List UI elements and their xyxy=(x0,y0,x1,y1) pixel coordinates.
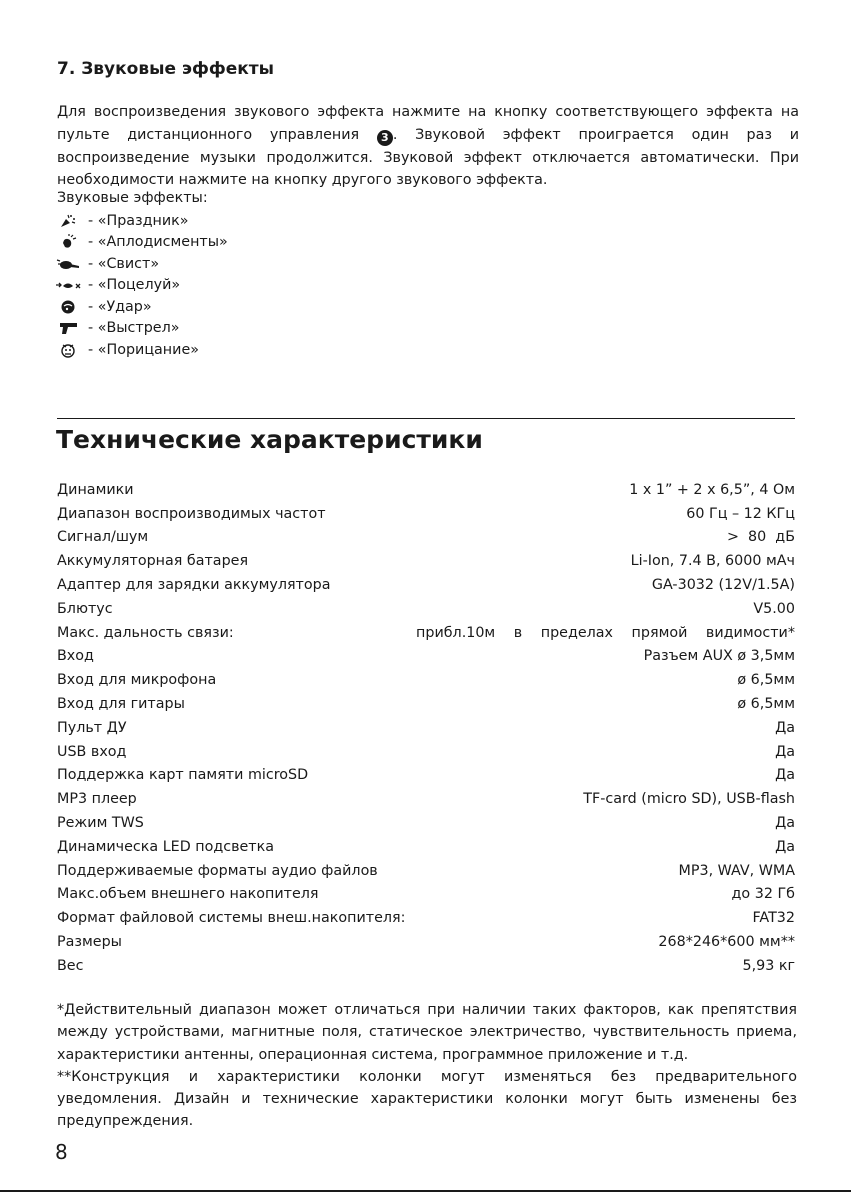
spec-row xyxy=(57,573,795,597)
spec-value: > 80 дБ xyxy=(726,529,795,546)
kiss-icon xyxy=(52,275,84,295)
intro-text-before: Для воспроизведения звукового эффекта нажмите на кнопку соответствующего эффекта на пульте дистанционного управления xyxy=(57,104,799,143)
spec-row xyxy=(57,597,795,621)
spec-label: Вход для микрофона xyxy=(57,672,217,689)
spec-value: Да xyxy=(775,838,795,855)
page-number: 8 xyxy=(55,1140,68,1164)
punch-icon xyxy=(52,297,84,317)
spec-value: V5.00 xyxy=(753,600,795,617)
spec-row xyxy=(57,859,795,883)
effect-item xyxy=(52,210,228,232)
spec-label: Сигнал/шум xyxy=(57,529,149,546)
effect-label: - «Порицание» xyxy=(88,341,199,358)
spec-row xyxy=(57,692,795,716)
spec-label: Вес xyxy=(57,957,84,974)
spec-label: Вход для гитары xyxy=(57,696,185,713)
effect-item xyxy=(52,296,228,318)
spec-label: Пульт ДУ xyxy=(57,719,127,736)
effect-label: - «Удар» xyxy=(88,298,152,315)
effect-label: - «Аплодисменты» xyxy=(88,234,228,251)
spec-row xyxy=(57,502,795,526)
spec-row xyxy=(57,645,795,669)
spec-value: прибл.10м в пределах прямой видимости* xyxy=(416,624,795,641)
section-title: 7. Звуковые эффекты xyxy=(57,59,275,79)
spec-label: Режим TWS xyxy=(57,815,144,832)
whistle-icon xyxy=(52,254,84,274)
spec-label: Формат файловой системы внеш.накопителя: xyxy=(57,910,406,927)
spec-value: 60 Гц – 12 КГц xyxy=(686,505,795,522)
spec-row xyxy=(57,883,795,907)
footnotes xyxy=(57,999,797,1133)
spec-label: Вход xyxy=(57,648,94,665)
spec-row xyxy=(57,740,795,764)
spec-label: Поддерживаемые форматы аудио файлов xyxy=(57,862,378,879)
effect-item xyxy=(52,275,228,297)
spec-row xyxy=(57,716,795,740)
specs-title: Технические характеристики xyxy=(56,425,483,454)
spec-row xyxy=(57,526,795,550)
spec-value: ø 6,5мм xyxy=(737,672,795,689)
effect-label: - «Свист» xyxy=(88,255,160,272)
spec-label: Размеры xyxy=(57,934,122,951)
spec-row xyxy=(57,930,795,954)
spec-row xyxy=(57,621,795,645)
spec-value: Да xyxy=(775,815,795,832)
spec-row xyxy=(57,764,795,788)
spec-row xyxy=(57,954,795,978)
spec-value: до 32 Гб xyxy=(731,886,795,903)
footnote-range: *Действительный диапазон может отличаться при наличии таких факторов, как препятствия между устройствами, магнитные поля, статическое электричество, чувствительность приема, характеристики антенны, операционная система, программное приложение и т.д. xyxy=(57,1002,797,1063)
section-divider xyxy=(57,418,795,419)
disapproval-face-icon xyxy=(52,340,84,360)
spec-row xyxy=(57,835,795,859)
footnote-design: **Конструкция и характеристики колонки могут изменяться без предварительного уведомления. Дизайн и технические характеристики колонки могут быть изменены без предупреждения. xyxy=(57,1068,797,1130)
spec-label: Блютус xyxy=(57,600,113,617)
spec-label: Аккумуляторная батарея xyxy=(57,553,249,570)
spec-value: Да xyxy=(775,743,795,760)
effect-label: - «Выстрел» xyxy=(88,320,180,337)
effect-item xyxy=(52,232,228,254)
spec-label: Динамики xyxy=(57,481,134,498)
spec-label: USB вход xyxy=(57,743,127,760)
spec-label: Адаптер для зарядки аккумулятора xyxy=(57,577,331,594)
intro-paragraph xyxy=(57,101,799,192)
spec-value: Li-Ion, 7.4 В, 6000 мАч xyxy=(630,553,795,570)
spec-row xyxy=(57,811,795,835)
specs-table xyxy=(57,478,795,978)
intro-text-after: . Звуковой эффект проиграется один раз и воспроизведение музыки продолжится. Звуковой эффект отключается автоматически. При необходимости нажмите на кнопку другого звукового эффекта. xyxy=(57,126,799,189)
remote-button-marker: 3 xyxy=(377,130,393,146)
spec-value: ø 6,5мм xyxy=(737,696,795,713)
spec-row xyxy=(57,906,795,930)
effects-label: Звуковые эффекты: xyxy=(57,190,208,206)
gun-icon xyxy=(52,318,84,338)
spec-value: Да xyxy=(775,767,795,784)
spec-label: Макс.объем внешнего накопителя xyxy=(57,886,319,903)
effect-item xyxy=(52,339,228,361)
spec-value: 268*246*600 мм** xyxy=(658,934,795,951)
spec-value: Да xyxy=(775,719,795,736)
spec-row xyxy=(57,787,795,811)
effect-item xyxy=(52,318,228,340)
applause-icon xyxy=(52,232,84,252)
spec-label: Поддержка карт памяти microSD xyxy=(57,767,309,784)
spec-value: 1 x 1” + 2 x 6,5”, 4 Ом xyxy=(629,481,795,498)
spec-row xyxy=(57,668,795,692)
spec-label: Макс. дальность связи: xyxy=(57,624,234,641)
effect-label: - «Поцелуй» xyxy=(88,277,181,294)
spec-value: MP3, WAV, WMA xyxy=(678,862,795,879)
spec-value: GA-3032 (12V/1.5A) xyxy=(651,577,795,594)
spec-value: FAT32 xyxy=(752,910,795,927)
effects-list xyxy=(52,210,228,361)
spec-value: TF-card (micro SD), USB-flash xyxy=(583,791,795,808)
spec-value: 5,93 кг xyxy=(742,957,795,974)
spec-row xyxy=(57,478,795,502)
effect-label: - «Праздник» xyxy=(88,212,189,229)
party-icon xyxy=(52,211,84,231)
spec-label: Диапазон воспроизводимых частот xyxy=(57,505,326,522)
effect-item xyxy=(52,253,228,275)
spec-value: Разъем AUX ø 3,5мм xyxy=(643,648,795,665)
spec-label: Динамическа LED подсветка xyxy=(57,838,275,855)
spec-row xyxy=(57,549,795,573)
spec-label: MP3 плеер xyxy=(57,791,137,808)
